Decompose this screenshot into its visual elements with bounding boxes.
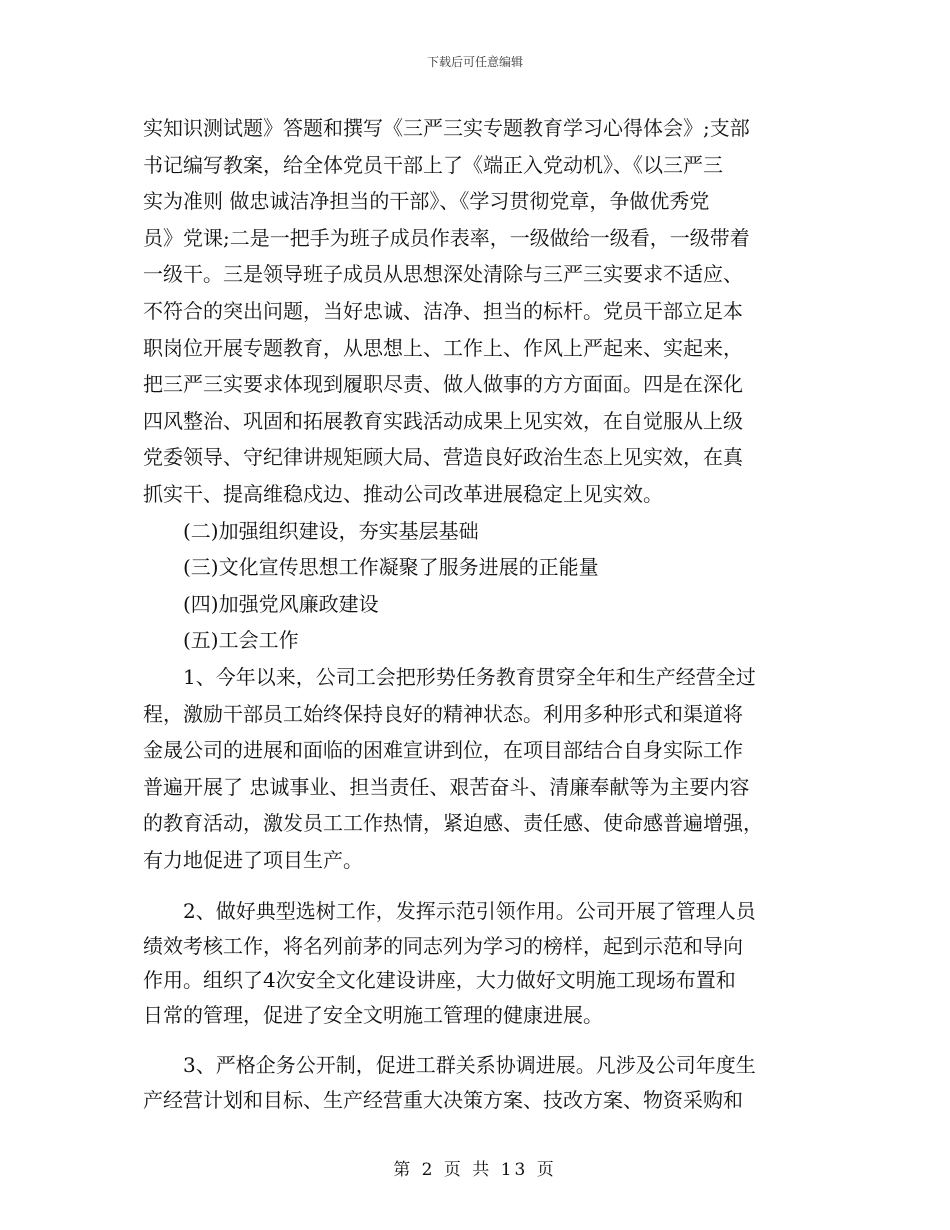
- paragraph-gap: [143, 878, 813, 894]
- section-heading: (五)工会工作: [143, 628, 299, 653]
- section-heading: (二)加强组织建设，夯实基层基础: [143, 518, 479, 543]
- page-footer: 第 2 页 共 13 页: [393, 1160, 557, 1180]
- text-line: 程，激励干部员工始终保持良好的精神状态。利用多种形式和渠道将: [143, 701, 743, 726]
- text-line: 员》党课;二是一把手为班子成员作表率，一级做给一级看，一级带着: [143, 225, 750, 250]
- text-line: 有力地促进了项目生产。: [143, 847, 363, 872]
- text-line: 普遍开展了 忠诚事业、担当责任、艰苦奋斗、清廉奉献等为主要内容: [143, 774, 750, 799]
- text-line: 1、今年以来，公司工会把形势任务教育贯穿全年和生产经营全过: [143, 664, 756, 689]
- text-line: 一级干。三是领导班子成员从思想深处清除与三严三实要求不适应、: [143, 262, 743, 287]
- text-line: 3、严格企务公开制，促进工群关系协调进展。凡涉及公司年度生: [143, 1053, 756, 1078]
- text-line: 金晟公司的进展和面临的困难宣讲到位，在项目部结合自身实际工作: [143, 738, 743, 763]
- text-line: 抓实干、提高维稳戍边、推动公司改革进展稳定上见实效。: [143, 481, 663, 506]
- text-line: 作用。组织了4次安全文化建设讲座，大力做好文明施工现场布置和: [143, 968, 736, 993]
- text-line: 党委领导、守纪律讲规矩顾大局、营造良好政治生态上见实效，在真: [143, 445, 743, 470]
- paragraph-item-1: [143, 659, 813, 879]
- text-line: 书记编写教案，给全体党员干部上了《端正入党动机》、《以三严三: [143, 152, 723, 177]
- paragraph-1: [143, 110, 813, 513]
- section-heading: (四)加强党风廉政建设: [143, 591, 379, 616]
- text-line: 日常的管理，促进了安全文明施工管理的健康进展。: [143, 1002, 603, 1027]
- document-body: [143, 110, 813, 1117]
- text-line: 四风整治、巩固和拓展教育实践活动成果上见实效，在自觉服从上级: [143, 408, 743, 433]
- text-line: 绩效考核工作，将名列前茅的同志列为学习的榜样，起到示范和导向: [143, 933, 743, 958]
- text-line: 产经营计划和目标、生产经营重大决策方案、技改方案、物资采购和: [143, 1087, 743, 1112]
- text-line: 2、做好典型选树工作，发挥示范引领作用。公司开展了管理人员: [143, 899, 756, 924]
- paragraph-item-2: [143, 894, 813, 1032]
- text-line: 实为准则 做忠诚洁净担当的干部》、《学习贯彻党章，争做优秀党: [143, 189, 710, 214]
- text-line: 职岗位开展专题教育，从思想上、工作上、作风上严起来、实起来，: [143, 335, 743, 360]
- section-headings: [143, 513, 813, 659]
- paragraph-item-3: [143, 1048, 813, 1117]
- text-line: 不符合的突出问题，当好忠诚、洁净、担当的标杆。党员干部立足本: [143, 298, 743, 323]
- text-line: 把三严三实要求体现到履职尽责、做人做事的方方面面。四是在深化: [143, 372, 743, 397]
- text-line: 的教育活动，激发员工工作热情，紧迫感、责任感、使命感普遍增强，: [143, 811, 763, 836]
- text-line: 实知识测试题》答题和撰写《三严三实专题教育学习心得体会》;支部: [143, 116, 750, 140]
- section-heading: (三)文化宣传思想工作凝聚了服务进展的正能量: [143, 555, 599, 580]
- page-header: 下载后可任意编辑: [426, 55, 523, 69]
- paragraph-gap: [143, 1032, 813, 1048]
